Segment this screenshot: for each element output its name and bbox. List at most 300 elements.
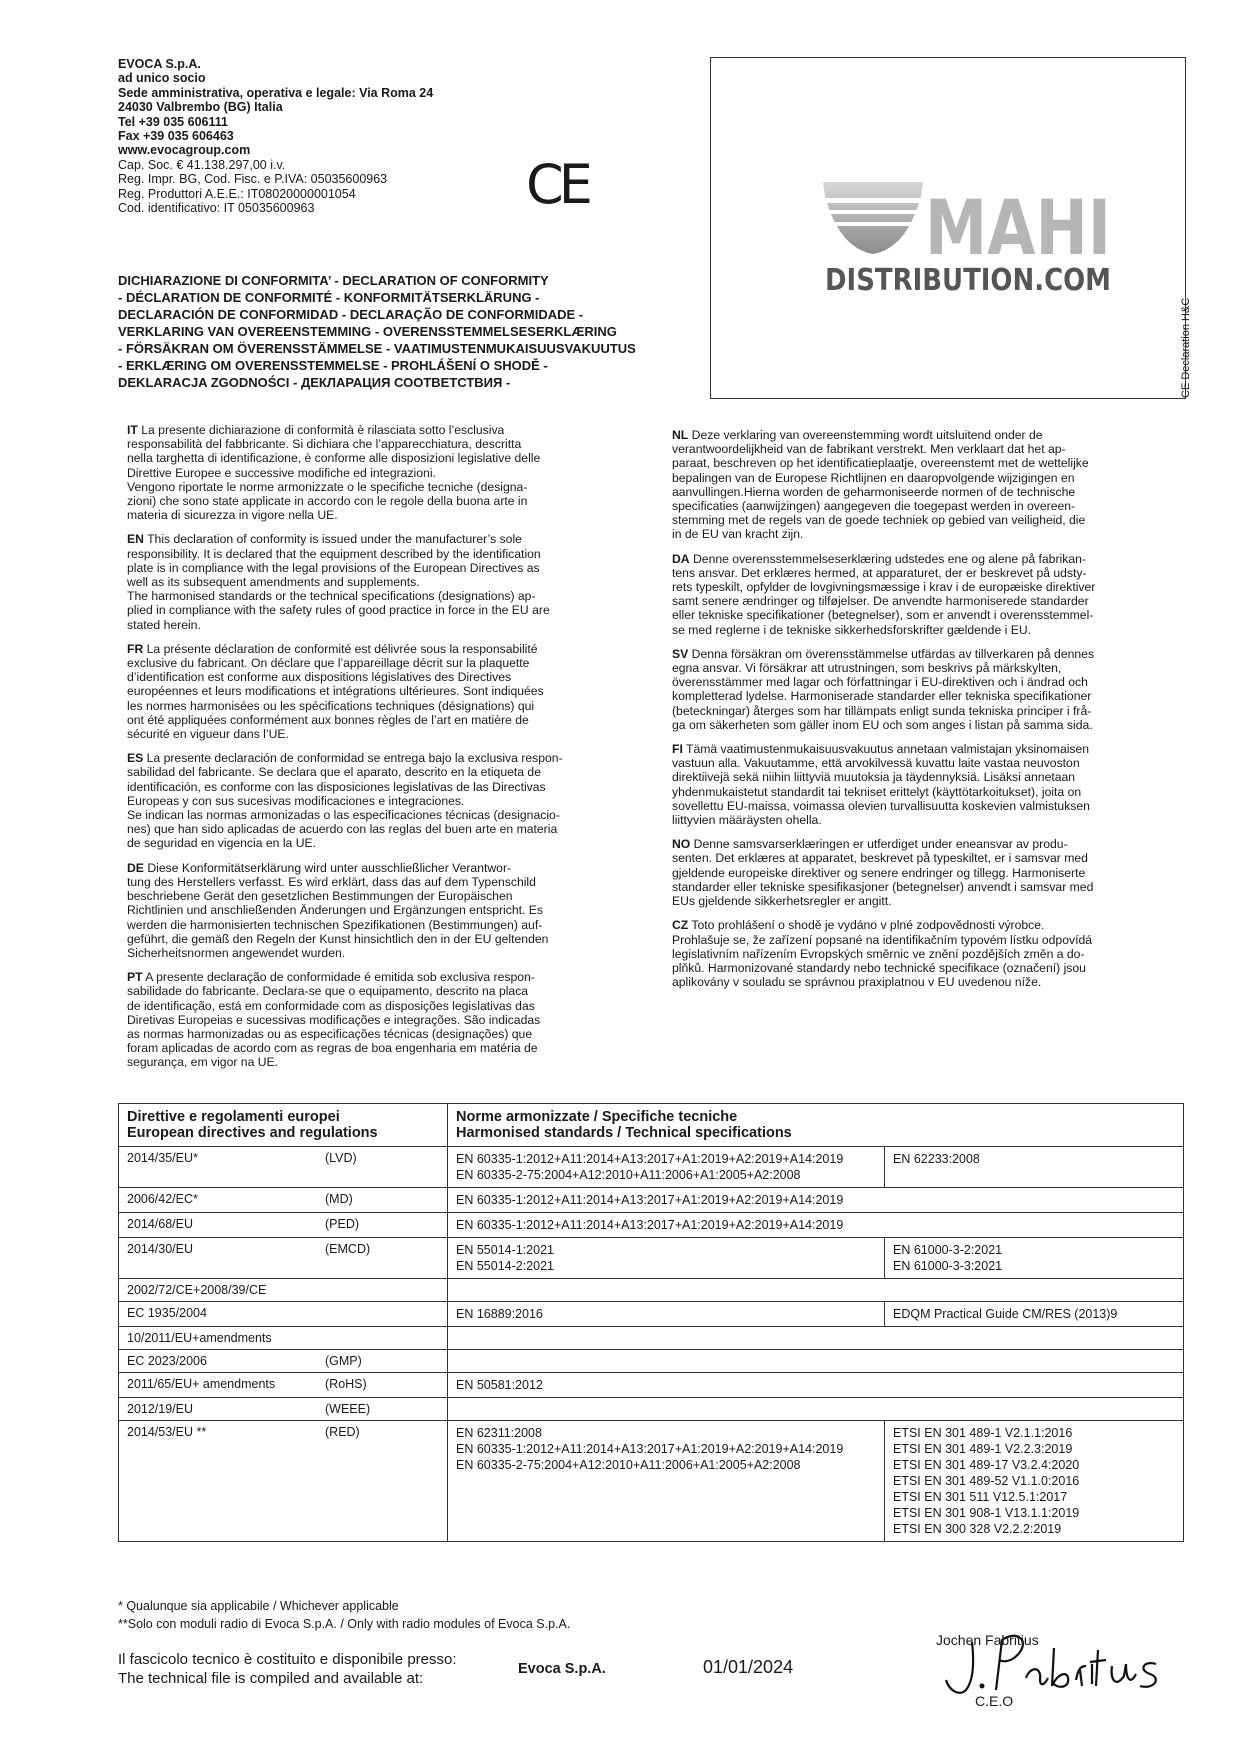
paragraph-text: vastuun alla. Vakuutamme, että arvokilvessä kuvattu laite vastaa neuvoston xyxy=(672,756,1080,771)
technical-file-note xyxy=(118,1650,457,1688)
directive-abbr: (WEEE) xyxy=(325,1402,371,1416)
paragraph-en xyxy=(127,532,622,631)
paragraph-text: specificaties (aanwijzingen) aangegeven die toegepast werden in overeen- xyxy=(672,499,1076,514)
title-line: DECLARACIÓN DE CONFORMIDAD - DECLARAÇÃO DE CONFORMIDADE - xyxy=(118,307,584,322)
paragraph-line xyxy=(127,684,622,698)
paragraph-de xyxy=(127,861,622,960)
language-code: EN xyxy=(127,532,144,547)
paragraph-line xyxy=(127,822,622,836)
paragraph-text: Vengono riportate le norme armonizzate o le specifiche tecniche (designa- xyxy=(127,479,528,494)
directive-abbr: (MD) xyxy=(325,1192,353,1206)
company-line: www.evocagroup.com xyxy=(118,143,251,158)
directive-abbr: (GMP) xyxy=(325,1354,362,1368)
paragraph-text: responsabilità del fabbricante. Si dichiara che l’apparecchiatura, descritta xyxy=(127,437,522,452)
paragraph-text: plied in compliance with the safety rules of good practice in force in the EU are xyxy=(127,603,550,618)
svg-text:DISTRIBUTION.COM: DISTRIBUTION.COM xyxy=(825,263,1111,298)
table-row xyxy=(119,1147,1184,1188)
svg-text:MAHI: MAHI xyxy=(925,183,1111,272)
paragraph-pt xyxy=(127,970,622,1069)
table-row xyxy=(119,1373,1184,1398)
directive-cell xyxy=(119,1238,448,1279)
extra-norms-cell xyxy=(885,1302,1184,1327)
paragraph-line xyxy=(127,808,622,822)
directive-cell xyxy=(119,1188,448,1213)
table-row xyxy=(119,1398,1184,1421)
paragraph-fi xyxy=(672,742,1180,827)
paragraph-line xyxy=(127,751,622,765)
paragraph-line xyxy=(127,1013,622,1027)
directive-number: 2014/30/EU xyxy=(127,1242,194,1256)
paragraph-no xyxy=(672,837,1180,908)
table-row xyxy=(119,1213,1184,1238)
paragraph-text: geführt, die gemäß den Regeln der Kunst hinsichtlich den in der EU geltenden xyxy=(127,931,549,946)
paragraph-text: well as its subsequent amendments and supplements. xyxy=(127,575,420,590)
title-line: - DÉCLARATION DE CONFORMITÉ - KONFORMITÄTSERKLÄRUNG - xyxy=(118,290,540,305)
header-standards: Norme armonizzate / Specifiche tecniche Harmonised standards / Technical specifications xyxy=(448,1104,1184,1147)
paragraph-line xyxy=(672,499,1180,513)
table-row xyxy=(119,1238,1184,1279)
company-line: Tel +39 035 606111 xyxy=(118,114,228,129)
mahi-logo xyxy=(711,58,1185,398)
norm-entry: EN 60335-2-75:2004+A12:2010+A11:2006+A1:2005+A2:2008 xyxy=(456,1168,801,1182)
table-row xyxy=(119,1188,1184,1213)
paragraph-line xyxy=(672,837,1180,851)
paragraph-it xyxy=(127,423,622,522)
paragraph-line xyxy=(672,918,1180,932)
extra-norms-cell xyxy=(885,1147,1184,1188)
paragraph-text: responsibility. It is declared that the equipment described by the identification xyxy=(127,546,541,561)
table-header-row xyxy=(119,1104,1184,1147)
paragraph-text: d’identification est conforme aux dispositions législatives des Directives xyxy=(127,670,512,685)
paragraph-line xyxy=(127,713,622,727)
language-code: CZ xyxy=(672,918,689,933)
paragraph-text: materia di sicurezza in vigore nella UE. xyxy=(127,508,338,523)
paragraph-text: egna ansvar. Vi försäkrar att utrustningen, som beskrivs på märkskylten, xyxy=(672,661,1062,676)
company-line: EVOCA S.p.A. xyxy=(118,57,201,71)
paragraph-line xyxy=(127,423,622,437)
paragraph-line xyxy=(672,608,1180,622)
tech-file-holder: Evoca S.p.A. xyxy=(518,1661,606,1677)
extra-norms-cell xyxy=(885,1421,1184,1542)
paragraph-line xyxy=(127,642,622,656)
norm-entry: EN 61000-3-3:2021 xyxy=(893,1259,1003,1273)
paragraph-text: nes) que han sido aplicadas de acuerdo con las reglas del buen arte en materia xyxy=(127,822,558,837)
paragraph-text: Denne overensstemmelseserklæring udstedes ene og alene på fabrikan- xyxy=(693,551,1086,566)
footnote: **Solo con moduli radio di Evoca S.p.A. / Only with radio modules of Evoca S.p.A. xyxy=(118,1617,571,1631)
paragraph-line xyxy=(127,575,622,589)
paragraph-text: EUs gjeldende sikkerhetsregler er angitt. xyxy=(672,894,892,909)
paragraph-line xyxy=(672,485,1180,499)
language-code: DA xyxy=(672,551,690,566)
paragraph-text: foram aplicadas de acordo com as regras de boa engenharia em matéria de xyxy=(127,1041,538,1056)
paragraph-line xyxy=(672,866,1180,880)
paragraph-line xyxy=(127,547,622,561)
signer-name: Jochen Fabritius xyxy=(936,1632,1039,1648)
paragraph-text: Denna försäkran om överensstämmelse utfärdas av tillverkaren på dennes xyxy=(691,646,1095,661)
table-row xyxy=(119,1421,1184,1542)
paragraph-text: La présente déclaration de conformité est délivrée sous la responsabilité xyxy=(146,641,538,656)
paragraph-line xyxy=(127,932,622,946)
language-code: PT xyxy=(127,970,143,985)
paragraph-text: werden die harmonisierten technischen Spezifikationen (Bestimmungen) auf- xyxy=(127,917,543,932)
directive-cell xyxy=(119,1373,448,1398)
directive-number: EC 1935/2004 xyxy=(127,1306,207,1320)
norms-cell xyxy=(448,1238,885,1279)
paragraph-text: plate is in compliance with the legal provisions of the European Directives as xyxy=(127,560,540,575)
table-row xyxy=(119,1350,1184,1373)
directive-number: EC 2023/2006 xyxy=(127,1354,207,1368)
paragraph-line xyxy=(672,689,1180,703)
paragraph-text: Sicherheitsnormen angewendet wurden. xyxy=(127,945,346,960)
paragraph-text: rets typeskilt, opfylder de lovgivningsmæssige i krav i de europæiske direktiver xyxy=(672,580,1096,595)
paragraph-text: standarder eller tekniske spesifikasjoner (betegnelser) anvendt i samsvar med xyxy=(672,879,1094,894)
paragraph-text: yhdenmukaistetut standardit tai tekniset erittelyt (käyttötarkoitukset), joita on xyxy=(672,784,1082,799)
paragraph-line xyxy=(672,661,1180,675)
signature-date: 01/01/2024 xyxy=(703,1657,794,1677)
paragraph-text: Se indican las normas armonizadas o las especificaciones técnicas (designacio- xyxy=(127,808,560,823)
paragraph-text: stated herein. xyxy=(127,617,201,632)
paragraph-text: ont été appliquées conformément aux bonnes règles de l’art en matière de xyxy=(127,712,529,727)
paragraph-line xyxy=(672,566,1180,580)
company-line: Sede amministrativa, operativa e legale: Via Roma 24 xyxy=(118,85,434,100)
paragraph-line xyxy=(127,508,622,522)
directive-cell xyxy=(119,1327,448,1350)
paragraph-line xyxy=(672,894,1180,908)
extra-norms-cell xyxy=(885,1238,1184,1279)
paragraph-line xyxy=(127,656,622,670)
company-line: Fax +39 035 606463 xyxy=(118,129,234,144)
paragraph-line xyxy=(127,918,622,932)
paragraph-line xyxy=(127,903,622,917)
paragraph-text: Toto prohlášení o shodě je vydáno v plné zodpovědnosti výrobce. xyxy=(691,918,1045,933)
paragraph-line xyxy=(127,437,622,451)
norms-cell xyxy=(448,1350,1184,1373)
title-line: DEKLARACJA ZGODNOŚCI - ДЕКЛАРАЦИЯ СООТВЕТСТВИЯ - xyxy=(118,375,511,390)
paragraph-text: sécurité en vigueur dans l’UE. xyxy=(127,727,289,742)
signer-role: C.E.O xyxy=(975,1693,1014,1709)
paragraph-text: de identificação, está em conformidade com as disposições legislativas das xyxy=(127,998,535,1013)
directive-number: 2011/65/EU+ amendments xyxy=(127,1377,276,1391)
paragraph-text: se med reglerne i de tekniske sikkerhedsforskrifter gældende i EU. xyxy=(672,622,1032,637)
paragraph-text: This declaration of conformity is issued under the manufacturer’s sole xyxy=(147,532,522,547)
paragraph-line xyxy=(127,1055,622,1069)
paragraph-text: ga om säkerheten som gäller inom EU och som anges i listan på samma sida. xyxy=(672,717,1093,732)
table-row xyxy=(119,1302,1184,1327)
language-code: FI xyxy=(672,742,683,757)
directive-number: 2012/19/EU xyxy=(127,1402,194,1416)
language-code: ES xyxy=(127,751,144,766)
paragraph-line xyxy=(127,889,622,903)
paragraph-line xyxy=(127,875,622,889)
language-code: NO xyxy=(672,837,691,852)
directive-cell xyxy=(119,1350,448,1373)
norm-entry: EN 60335-1:2012+A11:2014+A13:2017+A1:2019+A2:2019+A14:2019 xyxy=(456,1193,844,1207)
title-line: - FÖRSÄKRAN OM ÖVERENSSTÄMMELSE - VAATIMUSTENMUKAISUUSVAKUUTUS xyxy=(118,341,636,356)
paragraph-text: legislativním nařízením Evropských směrnic ve znění pozdějších změn a do- xyxy=(672,946,1085,961)
footnote: * Qualunque sia applicabile / Whichever applicable xyxy=(118,1599,399,1613)
company-line: Cod. identificativo: IT 05035600963 xyxy=(118,201,315,216)
paragraph-text: samt senere ændringer og tilføjelser. De anvendte harmoniserede standarder xyxy=(672,594,1089,609)
language-code: DE xyxy=(127,860,144,875)
paragraph-line xyxy=(127,494,622,508)
paragraph-line xyxy=(672,813,1180,827)
paragraph-line xyxy=(127,451,622,465)
paragraph-line xyxy=(127,836,622,850)
company-line: 24030 Valbrembo (BG) Italia xyxy=(118,100,283,115)
paragraph-text: La presente declaración de conformidad se entrega bajo la exclusiva respon- xyxy=(146,751,563,766)
paragraph-text: tung des Herstellers verfasst. Es wird erklärt, dass das auf dem Typenschild xyxy=(127,874,536,889)
right-column xyxy=(672,428,1180,999)
paragraph-text: liittyvien määräysten ohella. xyxy=(672,813,822,828)
company-line: Cap. Soc. € 41.138.297,00 i.v. xyxy=(118,157,286,172)
paragraph-text: as normas harmonizadas ou as especificações técnicas (designações) que xyxy=(127,1026,533,1041)
paragraph-line xyxy=(127,970,622,984)
paragraph-text: paraat, beschreven op het identificatieplaatje, overeenstemt met de wettelijke xyxy=(672,456,1089,471)
paragraph-line xyxy=(672,552,1180,566)
paragraph-text: plňků. Harmonizované standardy nebo technické specifikace (označení) jsou xyxy=(672,960,1086,975)
title-line: - ERKLÆRING OM OVERENSSTEMMELSE - PROHLÁŠENÍ O SHODĚ - xyxy=(118,358,548,373)
paragraph-line xyxy=(127,561,622,575)
paragraph-line xyxy=(672,947,1180,961)
paragraph-text: tens ansvar. Det erklæres hermed, at apparaturet, der er beskrevet på udsty- xyxy=(672,565,1087,580)
paragraph-text: européennes et leurs modifications et intégrations ultérieures. Sont indiquées xyxy=(127,684,544,699)
paragraph-text: överensstämmer med lagar och författningar i EU-direktiven och i ändrad och xyxy=(672,675,1088,690)
paragraph-text: Direttive Europee e successive modifiche ed integrazioni. xyxy=(127,465,436,480)
paragraph-line xyxy=(127,984,622,998)
norms-cell xyxy=(448,1147,885,1188)
paragraph-line xyxy=(127,532,622,546)
paragraph-text: segurança, em vigor na UE. xyxy=(127,1055,279,1070)
paragraph-text: A presente declaração de conformidade é emitida sob exclusiva respon- xyxy=(145,970,535,985)
paragraph-fr xyxy=(127,642,622,741)
paragraph-text: gjeldende europeiske direktiver og senere endringer og tillegg. Harmoniserte xyxy=(672,865,1086,880)
paragraph-text: sabilidad del fabricante. Se declara que el aparato, descrito en la etiqueta de xyxy=(127,765,541,780)
paragraph-text: zioni) che sono state applicate in accordo con le regole della buona arte in xyxy=(127,494,528,509)
header-directives: Direttive e regolamenti europei European directives and regulations xyxy=(119,1104,448,1147)
norms-cell xyxy=(448,1327,1184,1350)
language-code: NL xyxy=(672,428,689,442)
paragraph-text: senten. Det erklæres at apparatet, beskrevet på typeskiltet, er i samsvar med xyxy=(672,851,1088,866)
directive-cell xyxy=(119,1398,448,1421)
paragraph-line xyxy=(127,480,622,494)
norm-entry: ETSI EN 300 328 V2.2.2:2019 xyxy=(893,1522,1062,1536)
paragraph-text: Tämä vaatimustenmukaisuusvakuutus annetaan valmistajan yksinomaisen xyxy=(686,742,1090,757)
paragraph-nl xyxy=(672,428,1180,542)
company-line: Reg. Impr. BG, Cod. Fisc. e P.IVA: 05035600963 xyxy=(118,172,388,187)
paragraph-line xyxy=(127,466,622,480)
paragraph-text: eller tekniske specifikationer (betegnelser), som er anvendt i overensstemmel- xyxy=(672,608,1094,623)
norms-cell xyxy=(448,1213,1184,1238)
directive-cell xyxy=(119,1302,448,1327)
paragraph-line xyxy=(127,1041,622,1055)
paragraph-text: Prohlašuje se, že zařízení popsané na identifikačním typovém lístku odpovídá xyxy=(672,932,1093,947)
norm-entry: ETSI EN 301 489-17 V3.2.4:2020 xyxy=(893,1458,1080,1472)
paragraph-line xyxy=(672,594,1180,608)
paragraph-line xyxy=(672,718,1180,732)
ce-mark-icon: CE xyxy=(526,153,588,216)
paragraph-es xyxy=(127,751,622,850)
norms-cell xyxy=(448,1373,1184,1398)
norm-entry: EN 62233:2008 xyxy=(893,1152,980,1166)
paragraph-line xyxy=(672,647,1180,661)
paragraph-text: Diese Konformitätserklärung wird unter ausschließlicher Verantwor- xyxy=(147,860,512,875)
paragraph-text: beschriebene Gerät den gesetzlichen Bestimmungen der Europäischen xyxy=(127,889,513,904)
norm-entry: EN 55014-2:2021 xyxy=(456,1259,554,1273)
paragraph-line xyxy=(127,670,622,684)
paragraph-line xyxy=(672,799,1180,813)
paragraph-line xyxy=(672,456,1180,470)
norm-entry: ETSI EN 301 908-1 V13.1.1:2019 xyxy=(893,1506,1080,1520)
norm-entry: ETSI EN 301 511 V12.5.1:2017 xyxy=(893,1490,1068,1504)
table-row xyxy=(119,1327,1184,1350)
norm-entry: EN 55014-1:2021 xyxy=(456,1243,554,1257)
norm-entry: EN 62311:2008 xyxy=(456,1426,542,1440)
paragraph-text: Europeas y con sus sucesivas modificaciones e integraciones. xyxy=(127,793,465,808)
paragraph-line xyxy=(127,861,622,875)
paragraph-line xyxy=(672,428,1180,442)
norms-cell xyxy=(448,1421,885,1542)
paragraph-line xyxy=(127,699,622,713)
norm-entry: ETSI EN 301 489-1 V2.2.3:2019 xyxy=(893,1442,1073,1456)
norm-entry: EN 16889:2016 xyxy=(456,1307,543,1321)
paragraph-text: La presente dichiarazione di conformità è rilasciata sotto l’esclusiva xyxy=(141,423,505,437)
paragraph-da xyxy=(672,552,1180,637)
paragraph-line xyxy=(127,765,622,779)
language-code: FR xyxy=(127,641,144,656)
paragraph-line xyxy=(127,618,622,632)
paragraph-line xyxy=(127,946,622,960)
paragraph-text: verantwoordelijkheid van de fabrikant verstrekt. Men verklaart dat het ap- xyxy=(672,442,1066,457)
paragraph-line xyxy=(127,603,622,617)
paragraph-text: kompletterad lydelse. Harmoniserade standarder eller tekniska specifikationer xyxy=(672,689,1092,704)
paragraph-line xyxy=(127,1027,622,1041)
paragraph-line xyxy=(127,780,622,794)
paragraph-text: direktiivejä sekä niihin liittyviä muutoksia ja täydennyksiä. Lisäksi annetaan xyxy=(672,770,1076,785)
paragraph-line xyxy=(672,471,1180,485)
paragraph-text: Deze verklaring van overeenstemming wordt uitsluitend onder de xyxy=(691,428,1043,442)
paragraph-text: de seguridad en vigencia en la UE. xyxy=(127,836,317,851)
company-line: Reg. Produttori A.E.E.: IT08020000001054 xyxy=(118,186,356,201)
tech-file-line-en: The technical file is compiled and available at: xyxy=(118,1670,424,1687)
paragraph-text: stemming met de regels van de goede techniek op gebied van veiligheid, die xyxy=(672,513,1086,528)
paragraph-text: Diretivas Europeias e sucessivas modificações e integrações. São indicadas xyxy=(127,1012,541,1027)
norms-cell xyxy=(448,1302,885,1327)
paragraph-text: (beteckningar) återges som har tillämpats enligt sunda tekniska principer i frå- xyxy=(672,703,1092,718)
paragraph-line xyxy=(672,933,1180,947)
directive-number: 2014/68/EU xyxy=(127,1217,194,1231)
paragraph-line xyxy=(127,999,622,1013)
directive-abbr: (RoHS) xyxy=(325,1377,367,1391)
paragraph-line xyxy=(127,589,622,603)
paragraph-line xyxy=(672,742,1180,756)
paragraph-line xyxy=(672,513,1180,527)
paragraph-text: Denne samsvarserklæringen er utferdiget under eneansvar av produ- xyxy=(693,837,1068,852)
norm-entry: EN 50581:2012 xyxy=(456,1378,543,1392)
directive-abbr: (RED) xyxy=(325,1425,360,1439)
norm-entry: EN 60335-1:2012+A11:2014+A13:2017+A1:2019+A2:2019+A14:2019 xyxy=(456,1442,844,1456)
norm-entry: EN 60335-1:2012+A11:2014+A13:2017+A1:2019+A2:2019+A14:2019 xyxy=(456,1152,844,1166)
paragraph-line xyxy=(672,675,1180,689)
paragraph-line xyxy=(672,785,1180,799)
language-code: IT xyxy=(127,423,138,437)
paragraph-line xyxy=(672,623,1180,637)
directive-number: 2014/53/EU ** xyxy=(127,1425,207,1439)
side-label: CE Declaration H&C xyxy=(1180,297,1192,398)
declaration-title xyxy=(118,272,636,391)
paragraph-text: bepalingen van de Europese Richtlijnen en daaropvolgende wijzigingen en xyxy=(672,470,1075,485)
paragraph-line xyxy=(127,794,622,808)
language-code: SV xyxy=(672,646,689,661)
paragraph-text: exclusive du fabricant. On déclare que l’appareillage décrit sur la plaquette xyxy=(127,656,530,671)
norm-entry: EN 60335-1:2012+A11:2014+A13:2017+A1:2019+A2:2019+A14:2019 xyxy=(456,1218,844,1232)
directive-abbr: (PED) xyxy=(325,1217,360,1231)
tech-file-line-it: Il fascicolo tecnico è costituito e disponibile presso: xyxy=(118,1651,457,1668)
footnotes xyxy=(118,1597,570,1633)
paragraph-text: les normes harmonisées ou les spécifications techniques (désignations) qui xyxy=(127,698,535,713)
table-row xyxy=(119,1279,1184,1302)
paragraph-line xyxy=(672,704,1180,718)
norms-cell xyxy=(448,1398,1184,1421)
directive-cell xyxy=(119,1279,448,1302)
norm-entry: EN 61000-3-2:2021 xyxy=(893,1243,1003,1257)
title-line: DICHIARAZIONE DI CONFORMITA’ - DECLARATION OF CONFORMITY xyxy=(118,273,549,288)
paragraph-text: Richtlinien und anschließenden Änderungen und Ergänzungen entspricht. Es xyxy=(127,903,544,918)
directive-number: 10/2011/EU+amendments xyxy=(127,1331,272,1345)
paragraph-line xyxy=(672,756,1180,770)
paragraph-line xyxy=(672,527,1180,541)
directive-abbr: (LVD) xyxy=(325,1151,357,1165)
paragraph-line xyxy=(672,770,1180,784)
norms-cell xyxy=(448,1188,1184,1213)
directive-number: 2006/42/EC* xyxy=(127,1192,198,1206)
title-line: VERKLARING VAN OVEREENSTEMMING - OVERENSSTEMMELSESERKLÆRING xyxy=(118,324,617,339)
directive-number: 2002/72/CE+2008/39/CE xyxy=(127,1283,267,1297)
paragraph-cz xyxy=(672,918,1180,989)
paragraph-text: sovellettu EU-maissa, voimassa olevien turvallisuutta koskevien valmistuksen xyxy=(672,798,1090,813)
paragraph-text: sabilidade do fabricante. Declara-se que o equipamento, descrito na placa xyxy=(127,984,529,999)
norm-entry: ETSI EN 301 489-52 V1.1.0:2016 xyxy=(893,1474,1080,1488)
paragraph-text: aplikovány v souladu se správnou praxiplatnou v EU uvedenou níže. xyxy=(672,975,1042,990)
paragraph-line xyxy=(672,975,1180,989)
paragraph-sv xyxy=(672,647,1180,732)
norm-entry: EDQM Practical Guide CM/RES (2013)9 xyxy=(893,1307,1118,1321)
directive-cell xyxy=(119,1213,448,1238)
directive-number: 2014/35/EU* xyxy=(127,1151,198,1165)
left-column xyxy=(127,423,622,1080)
paragraph-text: in de EU van kracht zijn. xyxy=(672,527,804,542)
directive-cell xyxy=(119,1147,448,1188)
paragraph-line xyxy=(672,851,1180,865)
paragraph-text: The harmonised standards or the technical specifications (designations) ap- xyxy=(127,589,536,604)
paragraph-text: aanvullingen.Hierna worden de geharmoniseerde normen of de technische xyxy=(672,484,1076,499)
logo-box xyxy=(710,57,1186,399)
paragraph-line xyxy=(672,580,1180,594)
norms-cell xyxy=(448,1279,1184,1302)
paragraph-text: nella targhetta di identificazione, è conforme alle disposizioni legislative delle xyxy=(127,451,541,466)
paragraph-line xyxy=(672,961,1180,975)
directive-abbr: (EMCD) xyxy=(325,1242,371,1256)
paragraph-text: identificación, es conforme con las disposiciones legislativas de las Directivas xyxy=(127,779,546,794)
paragraph-line xyxy=(672,442,1180,456)
regulations-table xyxy=(118,1103,1184,1542)
company-info xyxy=(118,57,433,215)
norm-entry: EN 60335-2-75:2004+A12:2010+A11:2006+A1:2005+A2:2008 xyxy=(456,1458,801,1472)
norm-entry: ETSI EN 301 489-1 V2.1.1:2016 xyxy=(893,1426,1073,1440)
paragraph-line xyxy=(672,880,1180,894)
directive-cell xyxy=(119,1421,448,1542)
company-line: ad unico socio xyxy=(118,71,206,86)
paragraph-line xyxy=(127,727,622,741)
